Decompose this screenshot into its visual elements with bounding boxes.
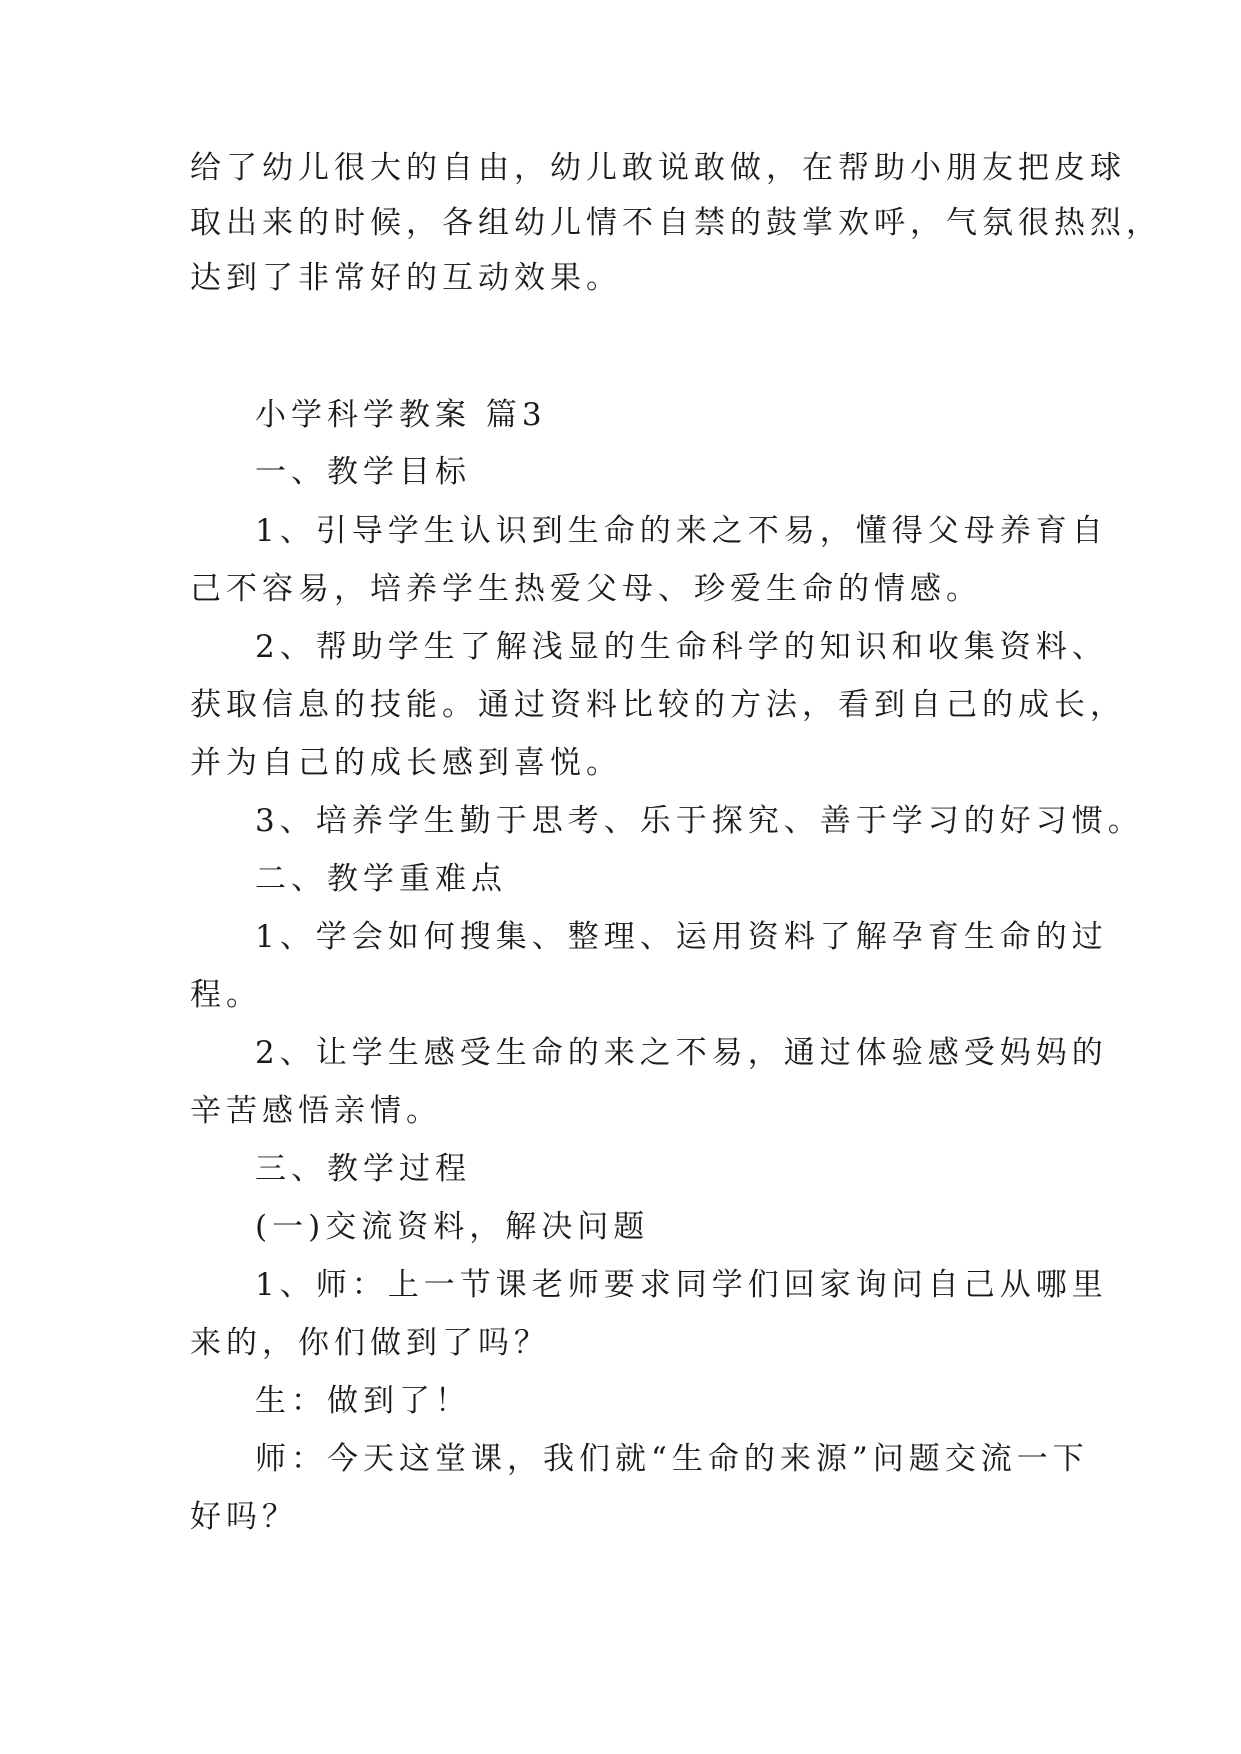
- section-heading: 三、教学过程: [255, 1151, 471, 1187]
- text-line: 1、师：上一节课老师要求同学们回家询问自己从哪里: [255, 1267, 1108, 1303]
- text-line: 并为自己的成长感到喜悦。: [190, 745, 622, 781]
- section-heading: 二、教学重难点: [255, 861, 507, 897]
- text-line: 取出来的时候，各组幼儿情不自禁的鼓掌欢呼，气氛很热烈，: [190, 205, 1162, 241]
- text-line: 来的，你们做到了吗？: [190, 1325, 550, 1361]
- text-line: 3、培养学生勤于思考、乐于探究、善于学习的好习惯。: [255, 803, 1144, 839]
- text-line: 获取信息的技能。通过资料比较的方法，看到自己的成长，: [190, 687, 1126, 723]
- text-line: 1、引导学生认识到生命的来之不易，懂得父母养育自: [255, 513, 1108, 549]
- text-line: 给了幼儿很大的自由，幼儿敢说敢做，在帮助小朋友把皮球: [190, 150, 1126, 186]
- section-title: 小学科学教案 篇3: [255, 397, 547, 433]
- text-line: 2、帮助学生了解浅显的生命科学的知识和收集资料、: [255, 629, 1108, 665]
- text-line: 辛苦感悟亲情。: [190, 1093, 442, 1129]
- section-heading: 一、教学目标: [255, 454, 471, 490]
- text-line: 达到了非常好的互动效果。: [190, 260, 622, 296]
- text-line: 师：今天这堂课，我们就“生命的来源”问题交流一下: [255, 1441, 1089, 1477]
- text-line: 好吗？: [190, 1499, 298, 1535]
- text-line: 2、让学生感受生命的来之不易，通过体验感受妈妈的: [255, 1035, 1108, 1071]
- text-line: 程。: [190, 977, 262, 1013]
- text-line: 己不容易，培养学生热爱父母、珍爱生命的情感。: [190, 571, 982, 607]
- text-line: 1、学会如何搜集、整理、运用资料了解孕育生命的过: [255, 919, 1108, 955]
- text-line: 生：做到了！: [255, 1383, 471, 1419]
- subsection-heading: (一)交流资料，解决问题: [255, 1209, 650, 1245]
